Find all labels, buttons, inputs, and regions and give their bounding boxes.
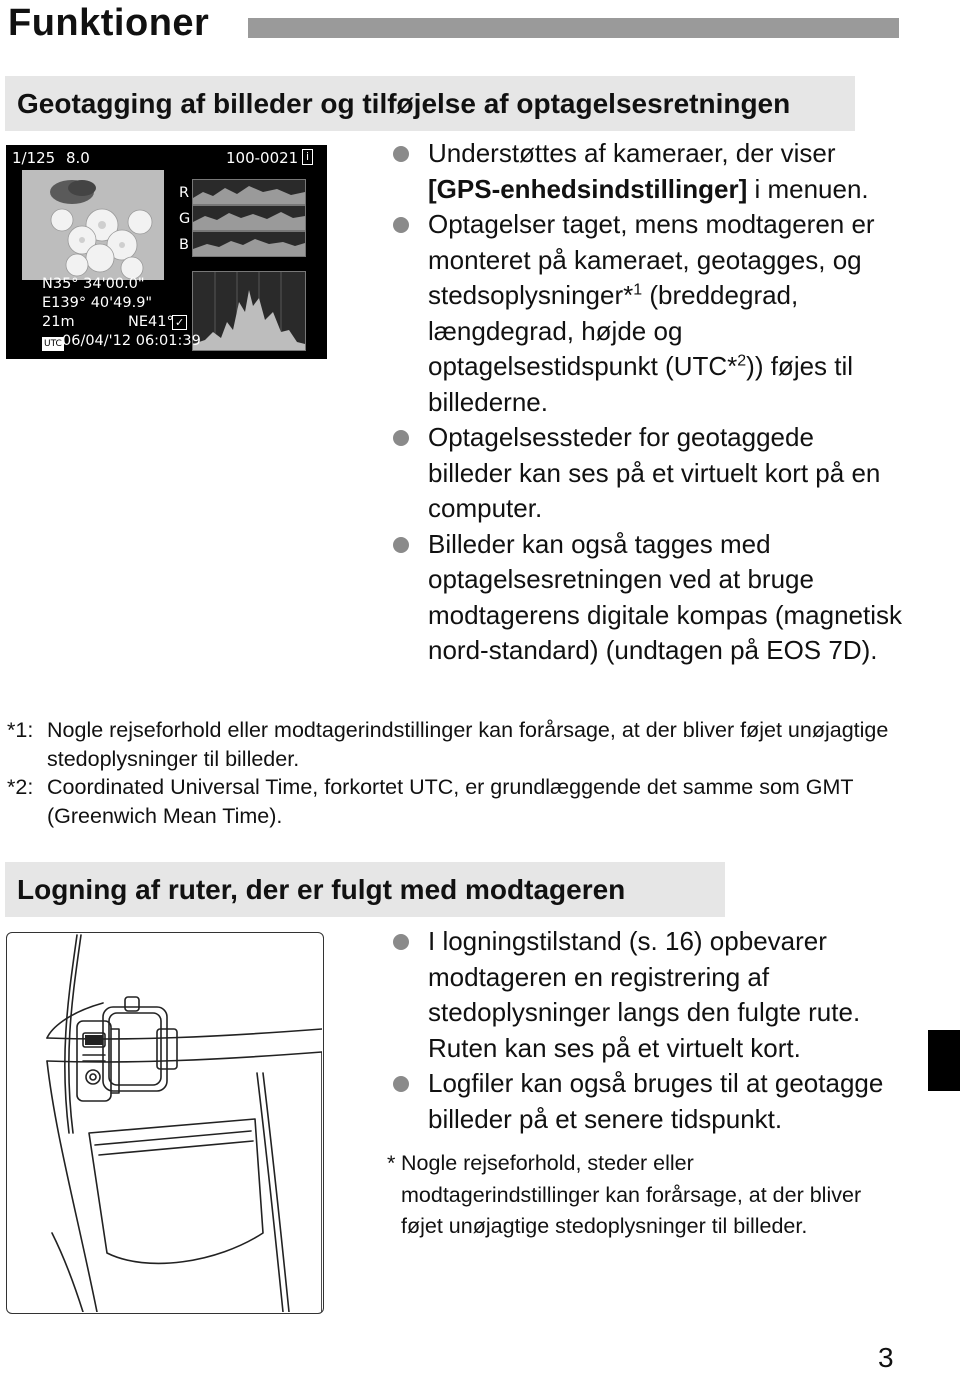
bullet-dot-icon <box>393 537 409 553</box>
bullet-dot-icon <box>393 217 409 233</box>
aperture: 8.0 <box>66 149 90 167</box>
red-channel-label: R <box>179 185 190 201</box>
direction: NE41° <box>128 314 174 330</box>
altitude: 21m <box>42 314 75 330</box>
footnote-mark: *1: <box>7 718 34 742</box>
latitude: N35° 34'00.0" <box>42 276 145 292</box>
page-title: Funktioner <box>8 2 210 44</box>
title-rule <box>248 18 899 38</box>
blue-histogram <box>192 231 306 257</box>
section2-bullet-list <box>391 924 903 1137</box>
red-histogram <box>192 179 306 205</box>
footnote-text: Nogle rejseforhold, steder eller modtagerindstillinger kan forårsage, at der bliver føjet unøjagtige stedoplysninger til billeder. <box>401 1151 862 1238</box>
blue-channel-label: B <box>179 237 189 253</box>
shutter-speed: 1/125 <box>12 149 56 167</box>
bullet-dot-icon <box>393 1076 409 1092</box>
footnote <box>7 716 902 773</box>
info-icon: i <box>302 149 313 165</box>
list-item: Logfiler kan også bruges til at geotagge billeder på et senere tidspunkt. <box>391 1066 903 1137</box>
list-item: Optagelser taget, mens modtageren er monteret på kameraet, geotagges, og stedsoplysninger*$^1$ (breddegrad, længdegrad, højde og optagelsestidspunkt (UTC*$^2$)) føjes til billederne. <box>391 207 903 420</box>
footnote-mark: *2: <box>7 775 34 799</box>
bullet-dot-icon <box>393 146 409 162</box>
list-item: Understøttes af kameraer, der viser [GPS-enhedsindstillinger] i menuen. <box>391 136 903 207</box>
card-icon: ✓ <box>172 315 187 330</box>
section-heading-text: Logning af ruter, der er fulgt med modtageren <box>17 873 626 905</box>
footnote <box>7 773 902 830</box>
flower-photo-thumbnail <box>22 170 164 280</box>
camera-screen-image <box>6 145 327 359</box>
file-number: 100-0021 <box>226 149 299 167</box>
footnote-text: Nogle rejseforhold eller modtagerindstillinger kan forårsage, at der bliver føjet unøjagtige stedoplysninger til billeder. <box>47 718 889 771</box>
section1-footnotes <box>7 716 902 830</box>
chapter-tab-marker <box>928 1030 960 1091</box>
longitude: E139° 40'49.9" <box>42 295 153 311</box>
footnote-text: Coordinated Universal Time, forkortet UTC, er grundlæggende det samme som GMT (Greenwich Mean Time). <box>47 775 854 828</box>
green-channel-label: G <box>179 211 191 227</box>
list-item: Billeder kan også tagges med optagelsesretningen ved at bruge modtagerens digitale kompas (magnetisk nord-standard) (undtagen på EOS 7D). <box>391 527 903 669</box>
section-heading-text: Geotagging af billeder og tilføjelse af optagelsesretningen <box>17 87 791 119</box>
bullet-dot-icon <box>393 934 409 950</box>
list-item: I logningstilstand (s. 16) opbevarer modtageren en registrering af stedoplysninger langs den fulgte rute. Ruten kan ses på et virtuelt kort. <box>391 924 903 1066</box>
green-histogram <box>192 205 306 231</box>
brightness-histogram <box>192 271 306 351</box>
utc-icon: UTC <box>44 339 62 349</box>
list-item: Optagelsessteder for geotaggede billeder kan ses på et virtuelt kort på en computer. <box>391 420 903 527</box>
receiver-on-belt-illustration <box>6 932 324 1314</box>
date-time: 06/04/'12 06:01:39 <box>62 333 201 349</box>
bullet-dot-icon <box>393 430 409 446</box>
footnote <box>387 1148 887 1243</box>
footnote-mark: * <box>387 1151 396 1175</box>
section1-bullet-list <box>391 136 903 669</box>
section2-footnote <box>387 1148 887 1243</box>
section-heading-geotagging <box>5 76 855 131</box>
page-number: 3 <box>878 1342 894 1373</box>
section-heading-logging <box>5 862 725 917</box>
